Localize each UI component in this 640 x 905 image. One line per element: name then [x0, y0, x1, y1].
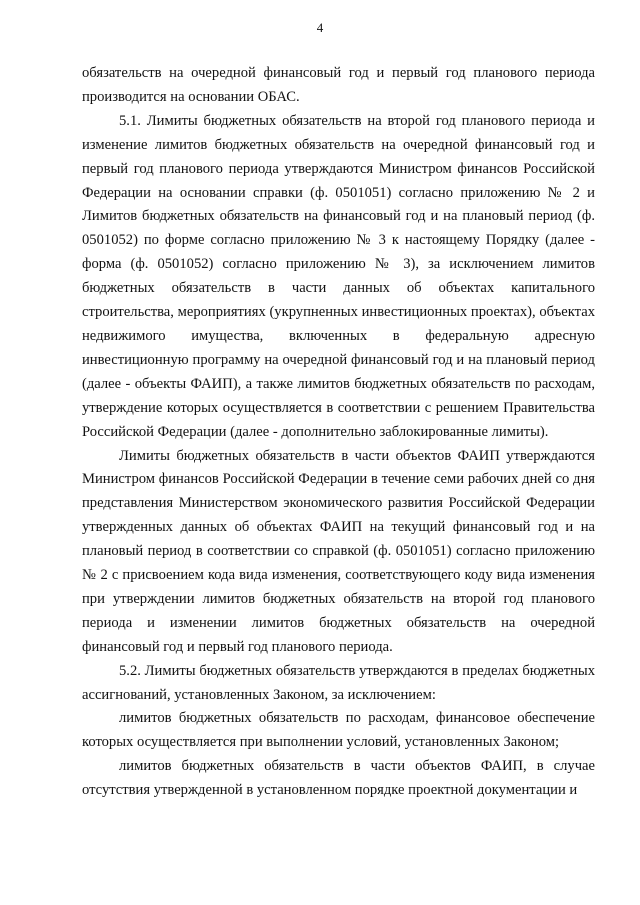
- paragraph-5-1: 5.1. Лимиты бюджетных обязательств на второй год планового периода и изменение лимитов бюджетных обязательств на очередной финансовый год и первый год планового периода утверждаются Министром финансов Российской Федерации на основании справки (ф. 0501051) согласно приложению № 2 и Лимитов бюджетных обязательств на финансовый год и на плановый период (ф. 0501052) по форме согласно приложению № 3 к настоящему Порядку (далее - форма (ф. 0501052) согласно приложению № 3), за исключением лимитов бюджетных обязательств в части данных об объектах капитального строительства, мероприятиях (укрупненных инвестиционных проектах), объектах недвижимого имущества, включенных в федеральную адресную инвестиционную программу на очередной финансовый год и на плановый период (далее - объекты ФАИП), а также лимитов бюджетных обязательств по расходам, утверждение которых осуществляется в соответствии с решением Правительства Российской Федерации (далее - дополнительно заблокированные лимиты).: [82, 112, 595, 440]
- paragraph-continuation: обязательств на очередной финансовый год и первый год планового периода производится на основании ОБАС.: [82, 65, 595, 105]
- paragraph-exception-1: лимитов бюджетных обязательств по расходам, финансовое обеспечение которых осуществляется при выполнении условий, установленных Законом;: [82, 710, 595, 751]
- paragraph-faip-limits: Лимиты бюджетных обязательств в части объектов ФАИП утверждаются Министром финансов Российской Федерации в течение семи рабочих дней со дня представления Министерством экономического развития Российской Федерации утвержденных данных об объектах ФАИП на текущий финансовый год и на плановый период в соответствии со справкой (ф. 0501051) согласно приложению № 2 с присвоением кода вида изменения, соответствующего коду вида изменения при утверждении лимитов бюджетных обязательств на второй год планового периода и изменении лимитов бюджетных обязательств на очередной финансовый год и первый год планового периода.: [82, 447, 595, 655]
- page-number: 4: [316, 20, 324, 35]
- document-body: [82, 62, 595, 803]
- paragraph-exception-2: лимитов бюджетных обязательств в части объектов ФАИП, в случае отсутствия утвержденной в установленном порядке проектной документации и: [82, 758, 595, 799]
- paragraph-5-2: 5.2. Лимиты бюджетных обязательств утверждаются в пределах бюджетных ассигнований, установленных Законом, за исключением:: [82, 662, 595, 703]
